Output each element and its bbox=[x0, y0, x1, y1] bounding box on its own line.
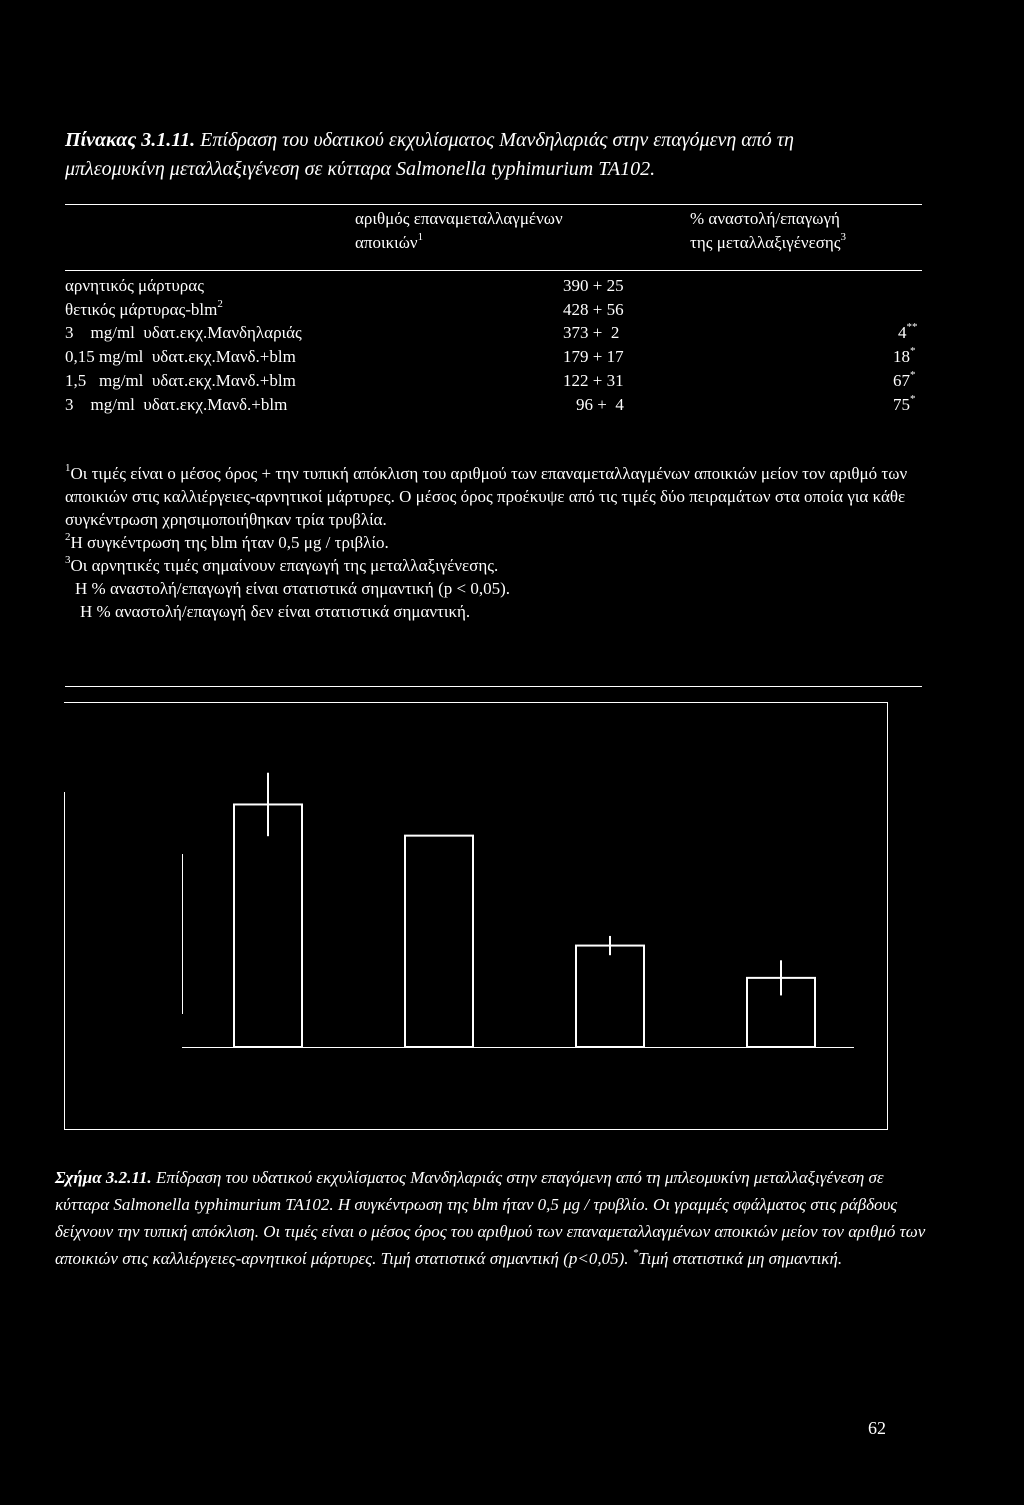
row-label: 1,5 mg/ml υδατ.εκχ.Μανδ.+blm bbox=[65, 371, 296, 390]
note-2: $^2$Η συγκέντρωση της blm ήταν 0,5 μg / τριβλίο. bbox=[65, 531, 389, 552]
col-header-colonies bbox=[355, 207, 563, 255]
row-pct: 75* bbox=[893, 393, 916, 414]
bars-group bbox=[234, 773, 815, 1047]
bar-chart bbox=[64, 702, 888, 1130]
page-number: 62 bbox=[868, 1418, 886, 1438]
figure-caption-label: Σχήμα 3.2.11. bbox=[55, 1168, 152, 1187]
row-label: αρνητικός μάρτυρας bbox=[65, 276, 204, 295]
row-pct: 4** bbox=[898, 321, 918, 342]
table-header-rule bbox=[65, 270, 922, 271]
row-value: 373 + 2 bbox=[563, 323, 620, 342]
bar-chart-svg bbox=[64, 702, 888, 1130]
row-value: 96 + 4 bbox=[576, 395, 624, 414]
row-value: 122 + 31 bbox=[563, 371, 624, 390]
col-header-inhibition-line1: % αναστολή/επαγωγή bbox=[690, 209, 840, 228]
bar bbox=[576, 946, 644, 1047]
row-label: 3 mg/ml υδατ.εκχ.Μανδ.+blm bbox=[65, 395, 288, 414]
notes-bottom-rule bbox=[65, 686, 922, 687]
col-header-inhibition bbox=[690, 207, 846, 255]
table-notes bbox=[65, 462, 955, 623]
col-header-colonies-line1: αριθμός επαναμεταλλαγμένων bbox=[355, 209, 563, 228]
note-4: Η % αναστολή/επαγωγή είναι στατιστικά σημαντική (p < 0,05). bbox=[75, 579, 510, 598]
row-value: 179 + 17 bbox=[563, 347, 624, 366]
note-1: $^1$Οι τιμές είναι ο μέσος όρος + την τυπική απόκλιση του αριθμού των επαναμεταλλαγμένων αποικιών μείον τον αριθμό των αποικιών στις καλλιέργειες-αρνητικοί μάρτυρες. Ο μέσος όρος προέκυψε από τις τιμές δύο πειραμάτων στα οποία για κάθε συγκέντρωση χρησιμοποιήθηκαν τρία τρυβλία. bbox=[65, 462, 908, 529]
col-header-colonies-line2: αποικιών bbox=[355, 233, 418, 252]
table-top-rule bbox=[65, 204, 922, 205]
bar bbox=[405, 836, 473, 1047]
row-label: 3 mg/ml υδατ.εκχ.Μανδηλαριάς bbox=[65, 323, 302, 342]
row-pct: 67* bbox=[893, 369, 916, 390]
col-header-colonies-sup: 1 bbox=[417, 231, 424, 244]
row-label: 0,15 mg/ml υδατ.εκχ.Μανδ.+blm bbox=[65, 347, 296, 366]
table-caption-text-2: μπλεομυκίνη μεταλλαξιγένεση σε κύτταρα Salmonella typhimurium TA102. bbox=[65, 158, 656, 180]
col-header-inhibition-sup: 3 bbox=[840, 231, 847, 244]
table-caption-text: Επίδραση του υδατικού εκχυλίσματος Μανδηλαριάς στην επαγόμενη από τη bbox=[200, 129, 794, 151]
row-pct: 18* bbox=[893, 345, 916, 366]
note-3: $^3$Οι αρνητικές τιμές σημαίνουν επαγωγή της μεταλλαξιγένεσης. bbox=[65, 554, 499, 575]
figure-caption-tail: Τιμή στατιστικά μη σημαντική. bbox=[638, 1249, 843, 1268]
bar bbox=[234, 804, 302, 1047]
row-value: 428 + 56 bbox=[563, 300, 624, 319]
row-label: θετικός μάρτυρας-blm$^2$ bbox=[65, 298, 223, 319]
row-value: 390 + 25 bbox=[563, 276, 624, 295]
figure-caption-mark: * bbox=[632, 1247, 639, 1260]
table-caption-label: Πίνακας 3.1.11. bbox=[65, 129, 196, 151]
note-5: Η % αναστολή/επαγωγή δεν είναι στατιστικά σημαντική. bbox=[80, 602, 471, 621]
table-caption bbox=[65, 126, 965, 184]
figure-caption bbox=[55, 1164, 935, 1272]
col-header-inhibition-line2: της μεταλλαξιγένεσης bbox=[690, 233, 841, 252]
figure-caption-text: Επίδραση του υδατικού εκχυλίσματος Μανδηλαριάς στην επαγόμενη από τη μπλεομυκίνη μεταλλαξιγένεση σε κύτταρα Salmonella typhimurium TA102. Η συγκέντρωση της blm ήταν 0,5 μg / τρυβλίο. Οι γραμμές σφάλματος στις ράβδους δείχνουν την τυπική απόκλιση. Οι τιμές είναι ο μέσος όρος του αριθμού των επαναμεταλλαγμένων αποικιών μείον τον αριθμό των αποικιών στις καλλιέργειες-αρνητικοί μάρτυρες. Τιμή στατιστικά σημαντική (p<0,05). bbox=[55, 1168, 926, 1268]
